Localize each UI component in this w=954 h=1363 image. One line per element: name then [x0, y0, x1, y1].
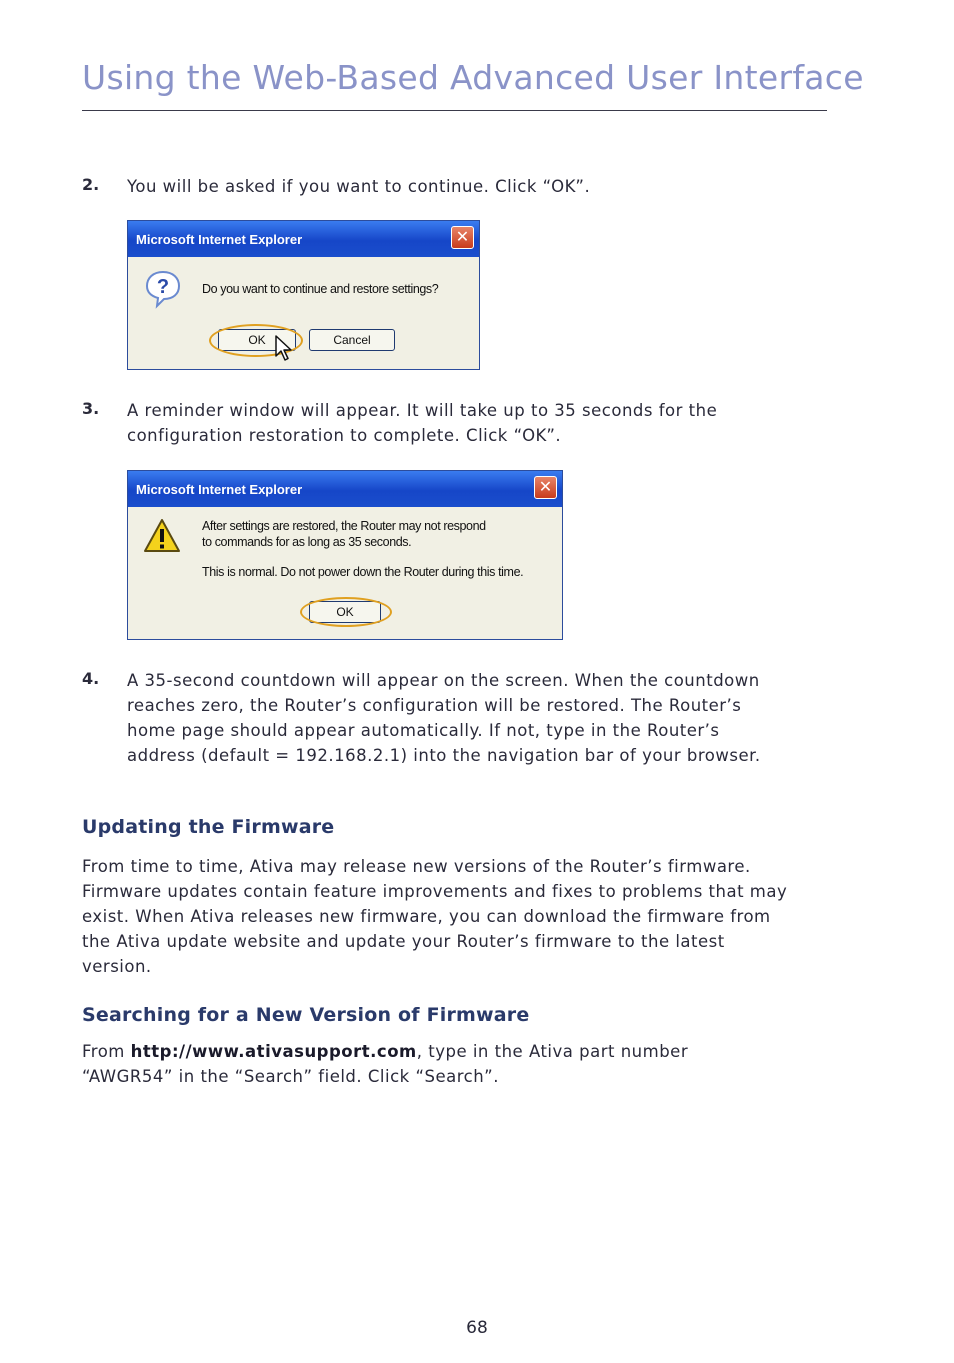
- step-text: You will be asked if you want to continue. Click “OK”.: [127, 177, 591, 196]
- ok-button[interactable]: OK: [218, 329, 296, 351]
- warning-icon: [142, 517, 182, 555]
- page-title: Using the Web-Based Advanced User Interface: [82, 58, 864, 97]
- close-icon[interactable]: ✕: [534, 476, 557, 499]
- svg-text:?: ?: [156, 276, 170, 298]
- dialog-title: Microsoft Internet Explorer: [136, 481, 303, 497]
- dialog-titlebar: [128, 471, 562, 507]
- step-number: 2.: [82, 175, 100, 194]
- support-link[interactable]: http://www.ativasupport.com: [130, 1042, 417, 1061]
- confirm-dialog-screenshot: [127, 220, 480, 370]
- section-body: From http://www.ativasupport.com, type in the Ativa part number “AWGR54” in the “Search” field. Click “Search”.: [82, 1042, 689, 1086]
- step-text: A reminder window will appear. It will take up to 35 seconds for the configuration restoration to complete. Click “OK”.: [127, 401, 718, 445]
- dialog-titlebar: [128, 221, 479, 257]
- title-divider: [82, 110, 827, 111]
- page-number: 68: [466, 1318, 488, 1338]
- section-body: From time to time, Ativa may release new versions of the Router’s firmware. Firmware updates contain feature improvements and fixes to problems that may exist. When Ativa releases new firmware, you can download the firmware from the Ativa update website and update your Router’s firmware to the latest version.: [82, 857, 788, 976]
- section-heading: Updating the Firmware: [82, 816, 335, 838]
- close-icon[interactable]: ✕: [451, 226, 474, 249]
- dialog-title: Microsoft Internet Explorer: [136, 231, 303, 247]
- cursor-icon: [274, 334, 292, 362]
- highlight-ring: [300, 597, 392, 627]
- step-text: A 35-second countdown will appear on the screen. When the countdown reaches zero, the Router’s configuration will be restored. The Router’s home page should appear automatically. If not, type in the Router’s address (default = 192.168.2.1) into the navigation bar of your browser.: [127, 671, 761, 765]
- dialog-message: Do you want to continue and restore settings?: [202, 282, 439, 296]
- step-number: 3.: [82, 399, 100, 418]
- question-icon: [143, 269, 183, 309]
- dialog-note: This is normal. Do not power down the Router during this time.: [202, 565, 524, 579]
- reminder-dialog-screenshot: [127, 470, 563, 640]
- cancel-button[interactable]: Cancel: [309, 329, 395, 351]
- section-heading: Searching for a New Version of Firmware: [82, 1004, 530, 1026]
- step-number: 4.: [82, 669, 100, 688]
- ok-button[interactable]: OK: [309, 601, 381, 623]
- dialog-message: After settings are restored, the Router may not respond to commands for as long as 35 seconds.: [202, 519, 486, 549]
